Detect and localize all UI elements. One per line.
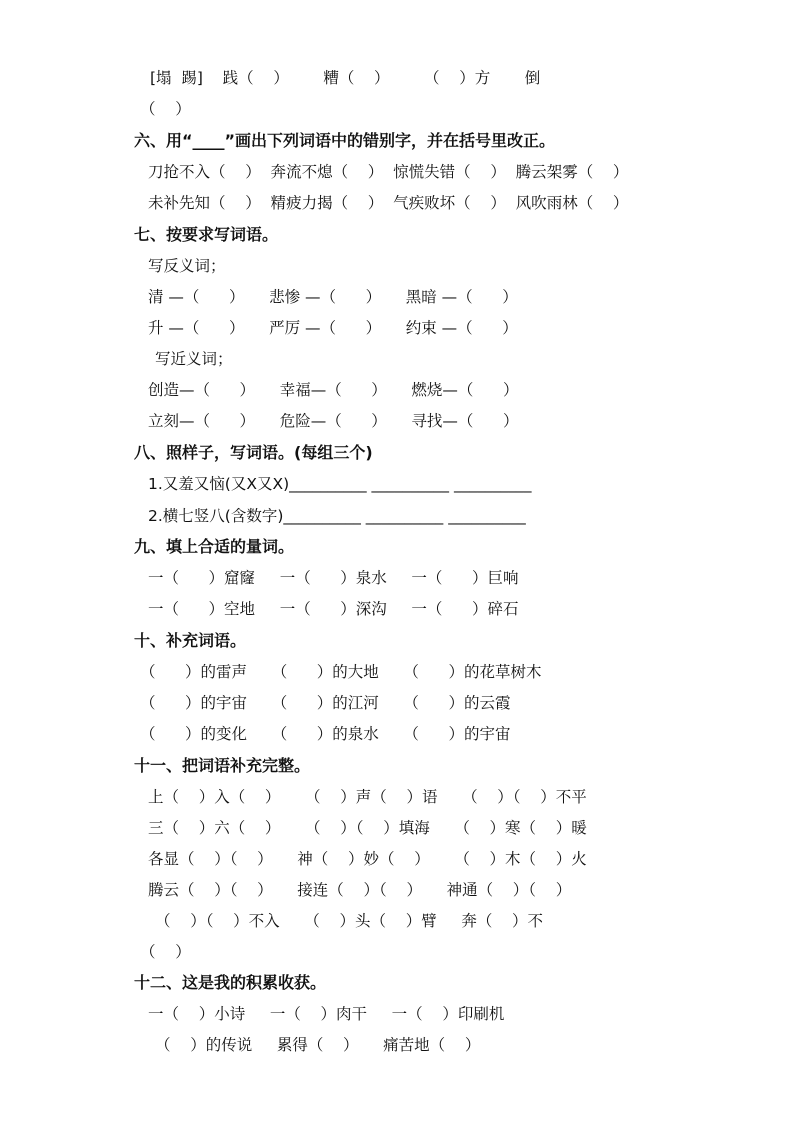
worksheet-line: 写近义词；	[155, 350, 233, 368]
worksheet-line: 一（ ）小诗 一（ ）肉干 一（ ）印刷机	[148, 1005, 505, 1023]
worksheet-line: [塌 踢] 践（ ） 糟（ ） （ ）方 倒	[150, 69, 541, 87]
section-heading: 十一、把词语补充完整。	[134, 756, 311, 775]
worksheet-line: 立刻—（ ） 危险—（ ） 寻找—（ ）	[148, 412, 519, 430]
worksheet-line: （ ）的变化 （ ）的泉水 （ ）的宇宙	[140, 725, 511, 743]
worksheet-line: 各显（ ）（ ） 神（ ）妙（ ） （ ）木（ ）火	[148, 850, 587, 868]
worksheet-line: 一（ ）窟窿 一（ ）泉水 一（ ）巨响	[148, 569, 519, 587]
worksheet-line: （ ）的雷声 （ ）的大地 （ ）的花草树木	[140, 663, 542, 681]
worksheet-line: （ ）	[140, 943, 191, 961]
worksheet-line: 刀抢不入（ ） 奔流不熄（ ） 惊慌失错（ ） 腾云架雾（ ）	[148, 163, 629, 181]
section-heading: 七、按要求写词语。	[134, 225, 279, 244]
worksheet-line: 上（ ）入（ ） （ ）声（ ）语 （ ）（ ）不平	[148, 788, 587, 806]
worksheet-line: （ ）的宇宙 （ ）的江河 （ ）的云霞	[140, 694, 511, 712]
worksheet-line: （ ）的传说 累得（ ） 痛苦地（ ）	[155, 1036, 481, 1054]
worksheet-line: 2.横七竖八(含数字)__________ __________ __________	[148, 507, 526, 525]
worksheet-line: 创造—（ ） 幸福—（ ） 燃烧—（ ）	[148, 381, 519, 399]
worksheet-line: 写反义词；	[148, 257, 226, 275]
worksheet-line: 一（ ）空地 一（ ）深沟 一（ ）碎石	[148, 600, 519, 618]
section-heading: 十、补充词语。	[134, 631, 247, 650]
worksheet-line: 三（ ）六（ ） （ ）（ ）填海 （ ）寒（ ）暖	[148, 819, 587, 837]
section-heading: 八、照样子，写词语。(每组三个)	[134, 443, 373, 462]
worksheet-line: 1.又羞又恼(又X又X)__________ __________ __________	[148, 475, 532, 493]
section-heading: 六、用“____”画出下列词语中的错别字，并在括号里改正。	[134, 131, 556, 150]
section-heading: 九、填上合适的量词。	[134, 537, 295, 556]
worksheet-line: （ ）	[140, 100, 191, 118]
section-heading: 十二、这是我的积累收获。	[134, 973, 327, 992]
worksheet-line: 腾云（ ）（ ） 接连（ ）（ ） 神通（ ）（ ）	[148, 881, 572, 899]
worksheet-line: 清 —（ ） 悲惨 —（ ） 黑暗 —（ ）	[148, 288, 518, 306]
worksheet-line: 升 —（ ） 严厉 —（ ） 约束 —（ ）	[148, 319, 518, 337]
worksheet-line: 未补先知（ ） 精疲力揭（ ） 气疾败坏（ ） 风吹雨林（ ）	[148, 194, 629, 212]
worksheet-line: （ ）（ ）不入 （ ）头（ ）臂 奔（ ）不	[155, 912, 544, 930]
